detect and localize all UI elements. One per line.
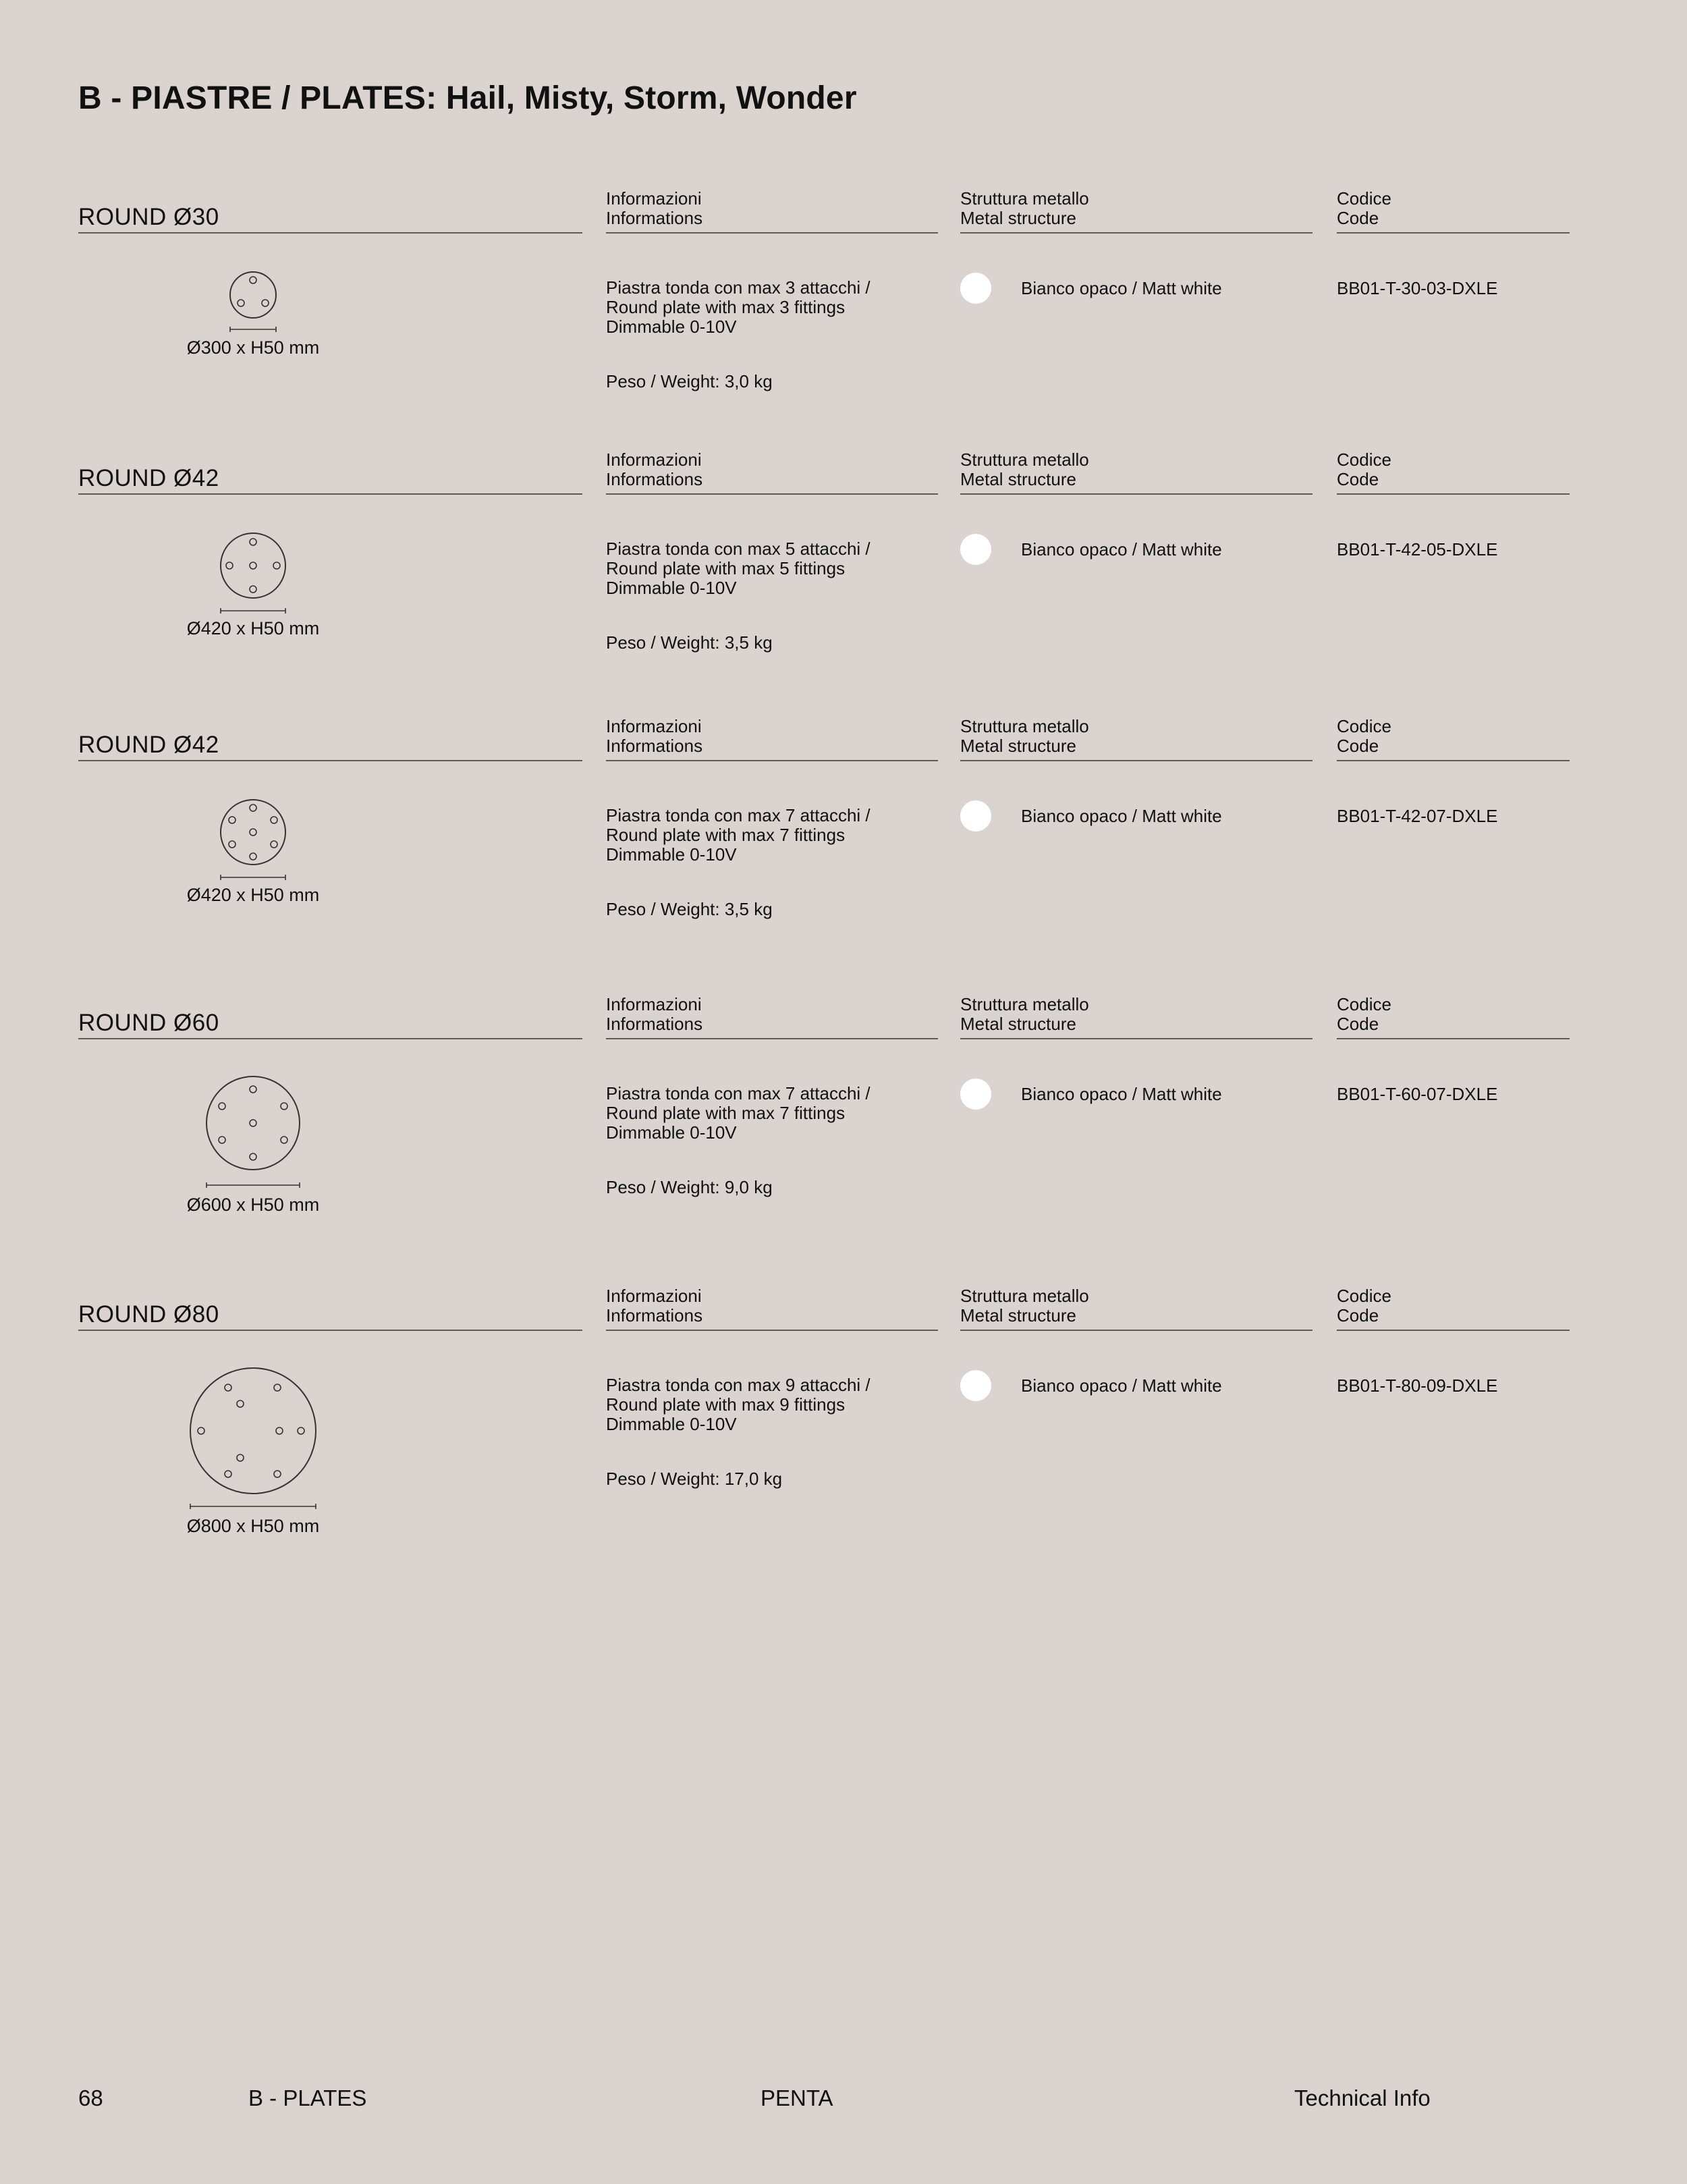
header-metal (960, 1286, 1089, 1326)
rule-metal (960, 760, 1312, 761)
header-code-en: Code (1337, 736, 1379, 756)
fitting-hole (274, 1384, 281, 1391)
fitting-hole (281, 1137, 287, 1143)
fitting-hole (271, 817, 277, 823)
page-title: B - PIASTRE / PLATES: Hail, Misty, Storm, Wonder (78, 80, 857, 116)
finish-swatch (960, 1370, 991, 1401)
header-metal-it: Struttura metallo (960, 1286, 1089, 1306)
fitting-hole (271, 841, 277, 848)
plate-dimensions: Ø420 x H50 mm (186, 885, 320, 905)
header-metal (960, 450, 1089, 489)
header-metal (960, 717, 1089, 756)
header-info-it: Informazioni (606, 1286, 702, 1306)
header-metal-it: Struttura metallo (960, 188, 1089, 209)
header-metal-it: Struttura metallo (960, 449, 1089, 470)
rule-code (1337, 493, 1570, 495)
product-name: ROUND Ø42 (78, 465, 219, 491)
info-line: Dimmable 0-10V (606, 844, 737, 865)
rule-info (606, 1330, 938, 1331)
header-code-en: Code (1337, 208, 1379, 228)
rule-info (606, 760, 938, 761)
plate-dimensions: Ø600 x H50 mm (186, 1195, 320, 1215)
plate-outline (221, 533, 285, 598)
product-info (606, 539, 870, 598)
header-metal-en: Metal structure (960, 1305, 1076, 1326)
header-info (606, 717, 702, 756)
header-info (606, 995, 702, 1034)
header-info-en: Informations (606, 736, 703, 756)
rule-info (606, 232, 938, 234)
header-info-en: Informations (606, 208, 703, 228)
footer-section: B - PLATES (248, 2085, 367, 2110)
header-code (1337, 189, 1391, 228)
header-metal-en: Metal structure (960, 736, 1076, 756)
fitting-hole (276, 1427, 283, 1434)
rule-metal (960, 1038, 1312, 1039)
plate-drawing (213, 796, 294, 884)
header-code (1337, 450, 1391, 489)
fitting-hole (219, 1137, 225, 1143)
finish-label: Bianco opaco / Matt white (1021, 539, 1222, 559)
header-code-en: Code (1337, 469, 1379, 489)
header-info (606, 189, 702, 228)
header-code-it: Codice (1337, 188, 1391, 209)
fitting-hole (250, 829, 256, 836)
header-code-en: Code (1337, 1305, 1379, 1326)
fitting-hole (262, 300, 269, 306)
header-metal (960, 189, 1089, 228)
header-code-it: Codice (1337, 716, 1391, 736)
fitting-hole (250, 1153, 256, 1160)
fitting-hole (250, 562, 256, 569)
info-line: Round plate with max 7 fittings (606, 825, 846, 845)
header-code-it: Codice (1337, 1286, 1391, 1306)
product-code: BB01-T-42-07-DXLE (1337, 806, 1498, 826)
plate-outline (190, 1368, 316, 1494)
product-code: BB01-T-80-09-DXLE (1337, 1375, 1498, 1396)
fitting-hole (273, 562, 280, 569)
header-info-it: Informazioni (606, 994, 702, 1014)
header-metal-en: Metal structure (960, 469, 1076, 489)
rule-code (1337, 1330, 1570, 1331)
footer-chapter: Technical Info (1294, 2085, 1431, 2110)
info-line: Round plate with max 7 fittings (606, 1103, 846, 1123)
header-info-en: Informations (606, 1014, 703, 1034)
header-info-it: Informazioni (606, 716, 702, 736)
header-code (1337, 995, 1391, 1034)
fitting-hole (281, 1103, 287, 1110)
product-name: ROUND Ø80 (78, 1301, 219, 1328)
header-info (606, 1286, 702, 1326)
product-weight: Peso / Weight: 3,5 kg (606, 899, 773, 919)
fitting-hole (237, 1400, 244, 1407)
fitting-hole (274, 1471, 281, 1477)
product-weight: Peso / Weight: 3,0 kg (606, 371, 773, 391)
product-info (606, 1084, 870, 1143)
rule-code (1337, 232, 1570, 234)
info-line: Dimmable 0-10V (606, 317, 737, 337)
finish-swatch (960, 273, 991, 304)
fitting-hole (250, 586, 256, 593)
plate-dimensions: Ø420 x H50 mm (186, 618, 320, 638)
rule-info (606, 1038, 938, 1039)
product-info (606, 1375, 870, 1434)
product-info (606, 278, 870, 337)
header-info-en: Informations (606, 1305, 703, 1326)
header-info-it: Informazioni (606, 188, 702, 209)
plate-outline (206, 1076, 300, 1170)
fitting-hole (250, 1086, 256, 1093)
product-code: BB01-T-42-05-DXLE (1337, 539, 1498, 559)
fitting-hole (250, 804, 256, 811)
finish-swatch (960, 534, 991, 565)
info-line: Round plate with max 5 fittings (606, 558, 846, 578)
plate-dimensions: Ø300 x H50 mm (186, 337, 320, 358)
fitting-hole (238, 300, 244, 306)
fitting-hole (226, 562, 233, 569)
fitting-hole (250, 539, 256, 545)
info-line: Dimmable 0-10V (606, 578, 737, 598)
fitting-hole (198, 1427, 204, 1434)
product-weight: Peso / Weight: 17,0 kg (606, 1469, 783, 1489)
fitting-hole (225, 1471, 231, 1477)
plate-drawing (213, 530, 294, 618)
rule-model (78, 232, 582, 234)
fitting-hole (298, 1427, 304, 1434)
header-info-en: Informations (606, 469, 703, 489)
footer-brand: PENTA (760, 2085, 833, 2110)
rule-metal (960, 493, 1312, 495)
fitting-hole (250, 1120, 256, 1126)
rule-code (1337, 1038, 1570, 1039)
fitting-hole (250, 277, 256, 283)
product-code: BB01-T-30-03-DXLE (1337, 278, 1498, 298)
fitting-hole (250, 853, 256, 860)
product-code: BB01-T-60-07-DXLE (1337, 1084, 1498, 1104)
info-line: Dimmable 0-10V (606, 1122, 737, 1143)
plate-outline (221, 800, 285, 865)
info-line: Piastra tonda con max 7 attacchi / (606, 1083, 870, 1103)
product-name: ROUND Ø60 (78, 1010, 219, 1036)
info-line: Piastra tonda con max 7 attacchi / (606, 805, 870, 825)
plate-drawing (188, 1366, 319, 1514)
plate-drawing (199, 1074, 307, 1193)
fitting-hole (225, 1384, 231, 1391)
header-code (1337, 717, 1391, 756)
header-info (606, 450, 702, 489)
header-info-it: Informazioni (606, 449, 702, 470)
fitting-hole (229, 841, 236, 848)
info-line: Round plate with max 3 fittings (606, 297, 846, 317)
rule-code (1337, 760, 1570, 761)
header-code-it: Codice (1337, 994, 1391, 1014)
info-line: Dimmable 0-10V (606, 1414, 737, 1434)
header-metal-en: Metal structure (960, 208, 1076, 228)
product-info (606, 806, 870, 865)
rule-model (78, 493, 582, 495)
header-code-it: Codice (1337, 449, 1391, 470)
info-line: Round plate with max 9 fittings (606, 1394, 846, 1415)
finish-swatch (960, 800, 991, 831)
product-name: ROUND Ø42 (78, 732, 219, 758)
fitting-hole (219, 1103, 225, 1110)
fitting-hole (229, 817, 236, 823)
header-metal-en: Metal structure (960, 1014, 1076, 1034)
product-name: ROUND Ø30 (78, 204, 219, 230)
header-code (1337, 1286, 1391, 1326)
plate-dimensions: Ø800 x H50 mm (186, 1516, 320, 1536)
rule-model (78, 1038, 582, 1039)
info-line: Piastra tonda con max 3 attacchi / (606, 277, 870, 298)
rule-metal (960, 1330, 1312, 1331)
fitting-hole (237, 1454, 244, 1461)
header-metal-it: Struttura metallo (960, 994, 1089, 1014)
info-line: Piastra tonda con max 9 attacchi / (606, 1375, 870, 1395)
footer-page-number: 68 (78, 2085, 103, 2110)
product-weight: Peso / Weight: 9,0 kg (606, 1177, 773, 1197)
finish-label: Bianco opaco / Matt white (1021, 1375, 1222, 1396)
info-line: Piastra tonda con max 5 attacchi / (606, 539, 870, 559)
header-metal (960, 995, 1089, 1034)
header-metal-it: Struttura metallo (960, 716, 1089, 736)
plate-outline (230, 272, 276, 318)
rule-model (78, 760, 582, 761)
header-code-en: Code (1337, 1014, 1379, 1034)
rule-metal (960, 232, 1312, 234)
rule-info (606, 493, 938, 495)
finish-swatch (960, 1079, 991, 1110)
finish-label: Bianco opaco / Matt white (1021, 278, 1222, 298)
product-weight: Peso / Weight: 3,5 kg (606, 632, 773, 653)
finish-label: Bianco opaco / Matt white (1021, 1084, 1222, 1104)
rule-model (78, 1330, 582, 1331)
finish-label: Bianco opaco / Matt white (1021, 806, 1222, 826)
